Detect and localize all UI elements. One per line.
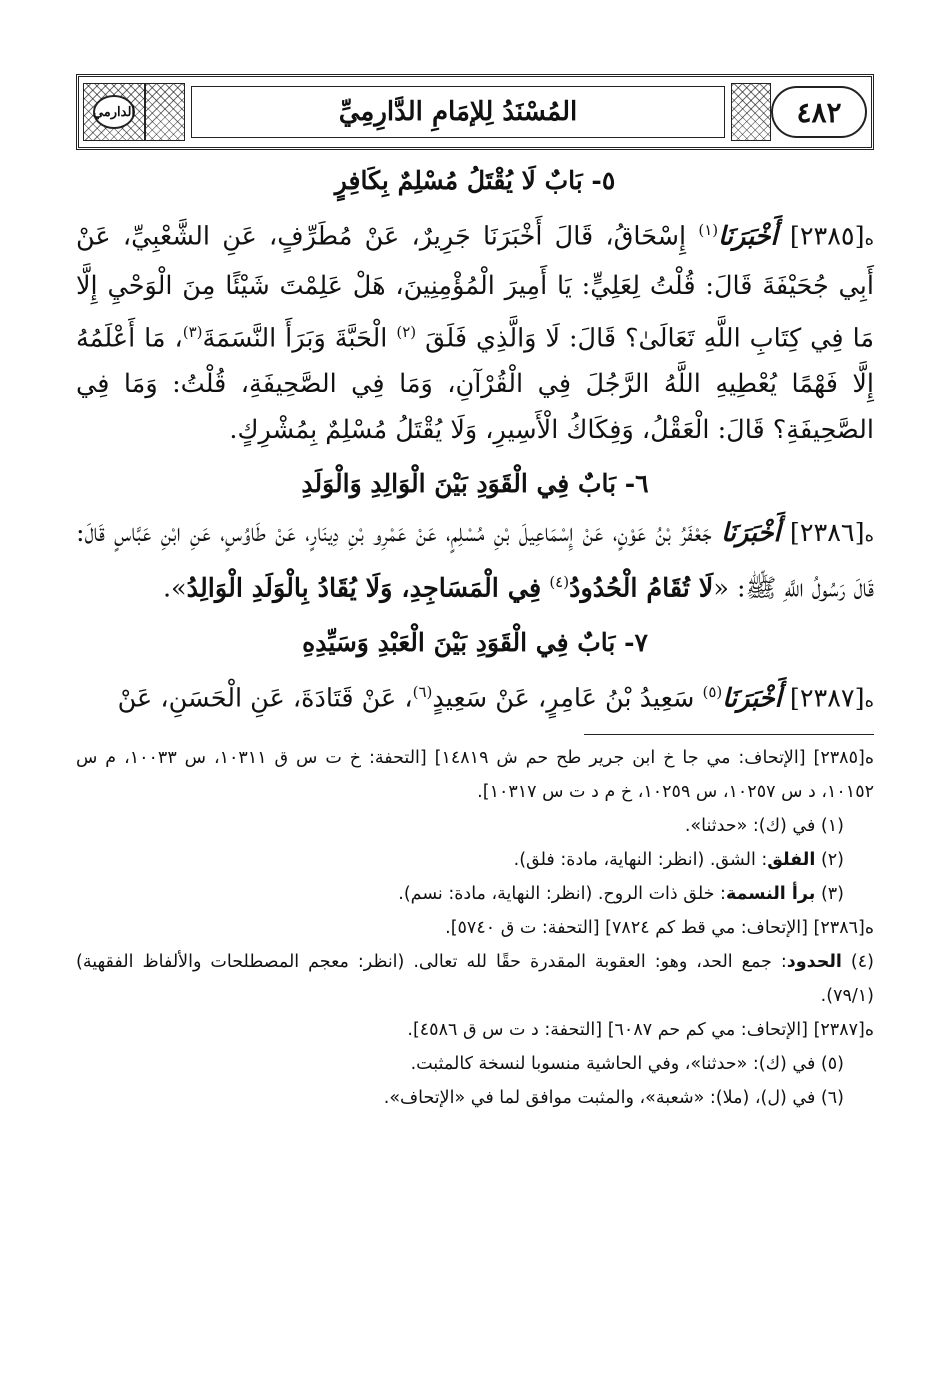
chapter-title-5: ٥- بَابٌ لَا يُقْتَلُ مُسْلِمٌ بِكَافِرٍ bbox=[334, 166, 616, 195]
hadith-text: ، عَنْ قَتَادَةَ، عَنِ الْحَسَنِ، عَنْ bbox=[117, 683, 413, 713]
footnote-text: : جمع الحد، وهو: العقوبة المقدرة حقًا لله تعالى. (انظر: معجم المصطلحات والألفاظ الفقهية) (٧٩/١). bbox=[76, 952, 874, 1006]
prophetic-quote: فِي الْمَسَاجِدِ، وَلَا يُقَادُ بِالْوَلَدِ الْوَالِدُ bbox=[186, 573, 542, 604]
footnote-5: (٥) في (ك): «حدثنا»، وفي الحاشية منسوبا لنسخة كالمثبت. bbox=[410, 1054, 844, 1074]
hadith-text: الْحَبَّةَ وَبَرَأَ النَّسَمَةَ bbox=[202, 323, 388, 353]
footnote-ref-3: (٣) bbox=[182, 322, 203, 341]
footnote-separator bbox=[584, 734, 874, 735]
footnote-term: الفلق bbox=[767, 850, 816, 870]
footnote-text: [٢٣٨٥] [الإتحاف: مي جا خ ابن جرير طح حم ش ١٤٨١٩] [التحفة: خ ت س ق ١٠٣١١، س ١٠٠٣٣، م س ١٠١٥٢، د س ١٠٢٥٧، س ١٠٢٥٩، خ م د ت س ١٠٣١٧]. bbox=[76, 748, 874, 802]
footnote-takhrij-2385 bbox=[76, 741, 874, 809]
hadith-2386 bbox=[76, 510, 874, 612]
footnote-text: : خلق ذات الروح. (انظر: النهاية، مادة: نسم). bbox=[398, 884, 726, 904]
footnote-term: الحدود bbox=[786, 952, 842, 972]
header-ornament-right bbox=[731, 83, 771, 141]
hadith-text: إِسْحَاقُ، قَالَ أَخْبَرَنَا جَرِيرٌ، عَنْ مُطَرِّفٍ، عَنِ الشَّعْبِيِّ، عَنْ أَبِي جُحَيْفَةَ قَالَ: قُلْتُ لِعَلِيٍّ: يَا أَمِيرَ الْمُؤْمِنِينَ، هَلْ عَلِمْتَ شَيْئًا مِنَ الْوَحْيِ إِلَّا مَا فِي كِتَابِ اللَّهِ تَعَالَىٰ؟ قَالَ: لَا وَالَّذِي فَلَقَ bbox=[76, 221, 875, 353]
footnote-ref-2: (٢) bbox=[396, 322, 417, 341]
footnote-6: (٦) في (ل)، (ملا): «شعبة»، والمثبت موافق لما في «الإتحاف». bbox=[383, 1088, 844, 1108]
footnote-takhrij-2386 bbox=[76, 911, 874, 945]
footnote-text: [٢٣٨٦] [الإتحاف: مي قط كم ٧٨٢٤] [التحفة: ت ق ٥٧٤٠]. bbox=[445, 918, 865, 938]
hadith-marker: ه bbox=[864, 525, 875, 546]
chapter-title-6: ٦- بَابٌ فِي الْقَوَدِ بَيْنَ الْوَالِدِ وَالْوَلَدِ bbox=[301, 469, 649, 498]
hadith-number: [٢٣٨٦] bbox=[789, 518, 865, 548]
akhbarana-label: أَخْبَرَنَا bbox=[721, 518, 781, 548]
hadith-marker: ه bbox=[864, 690, 874, 711]
footnote-ref-4: (٤) bbox=[549, 573, 570, 591]
header-ornament-left bbox=[145, 83, 185, 141]
footnote-takhrij-2387 bbox=[76, 1013, 874, 1047]
footnote-ref-5: (٥) bbox=[702, 682, 723, 701]
footnote-3 bbox=[76, 877, 874, 911]
footnote-2 bbox=[76, 843, 874, 877]
hadith-marker: ه bbox=[864, 228, 875, 250]
hadith-text: ». bbox=[162, 573, 187, 604]
header-emblem bbox=[83, 83, 145, 141]
footnote-number: (٣) bbox=[820, 884, 844, 904]
page-number: ٤٨٢ bbox=[771, 86, 867, 138]
hadith-number: [٢٣٨٥] bbox=[789, 221, 865, 252]
hadith-text: سَعِيدُ بْنُ عَامِرٍ، عَنْ سَعِيدٍ bbox=[432, 683, 695, 713]
footnote-4 bbox=[76, 945, 874, 1013]
emblem-seal: الدارمي bbox=[93, 95, 135, 129]
footnote-term: برأ النسمة bbox=[725, 884, 816, 904]
hadith-marker: ه bbox=[864, 748, 874, 768]
hadith-marker: ه bbox=[864, 1020, 874, 1040]
chapter-title-7: ٧- بَابٌ فِي الْقَوَدِ بَيْنَ الْعَبْدِ وَسَيِّدِهِ bbox=[302, 627, 648, 657]
footnote-number: (٤) bbox=[850, 952, 874, 972]
prophetic-quote: لَا تُقَامُ الْحُدُودُ bbox=[569, 573, 714, 604]
book-title: المُسْنَدُ لِلإمَامِ الدَّارِمِيِّ bbox=[191, 86, 725, 138]
page-header bbox=[76, 74, 874, 150]
footnote-text: [٢٣٨٧] [الإتحاف: مي كم حم ٦٠٨٧] [التحفة: د ت س ق ٤٥٨٦]. bbox=[407, 1020, 865, 1040]
hadith-text: جَعْفَرُ بْنُ عَوْنٍ، عَنْ إِسْمَاعِيلَ بْنِ مُسْلِمٍ، عَنْ عَمْرِو بْنِ دِينَارٍ، عَنْ طَاوُسٍ، عَنِ ابْنِ عَبَّاسٍ قَالَ: قَالَ رَسُولُ اللَّهِ ﷺ: « bbox=[76, 518, 874, 604]
akhbarana-label: أَخْبَرَنَا bbox=[722, 683, 782, 713]
footnote-1: (١) في (ك): «حدثنا». bbox=[684, 816, 844, 836]
footnotes bbox=[76, 741, 874, 1115]
footnote-text: : الشق. (انظر: النهاية، مادة: فلق). bbox=[513, 850, 768, 870]
hadith-number: [٢٣٨٧] bbox=[789, 683, 865, 713]
akhbarana-label: أَخْبَرَنَا bbox=[718, 221, 778, 252]
hadith-text: ، مَا أَعْلَمُهُ إِلَّا فَهْمًا يُعْطِيهِ اللَّهُ الرَّجُلَ فِي الْقُرْآنِ، وَمَا فِي الصَّحِيفَةِ، قُلْتُ: وَمَا فِي الصَّحِيفَةِ؟ قَالَ: الْعَقْلُ، وَفِكَاكُ الْأَسِيرِ، وَلَا يُقْتَلُ مُسْلِمٌ بِمُشْرِكٍ. bbox=[76, 323, 874, 445]
footnote-ref-6: (٦) bbox=[412, 682, 433, 701]
footnote-ref-1: (١) bbox=[698, 221, 719, 239]
book-page bbox=[76, 74, 874, 1115]
footnote-number: (٢) bbox=[820, 850, 844, 870]
hadith-2385 bbox=[76, 207, 874, 453]
hadith-2387 bbox=[76, 669, 874, 725]
hadith-marker: ه bbox=[864, 918, 874, 938]
